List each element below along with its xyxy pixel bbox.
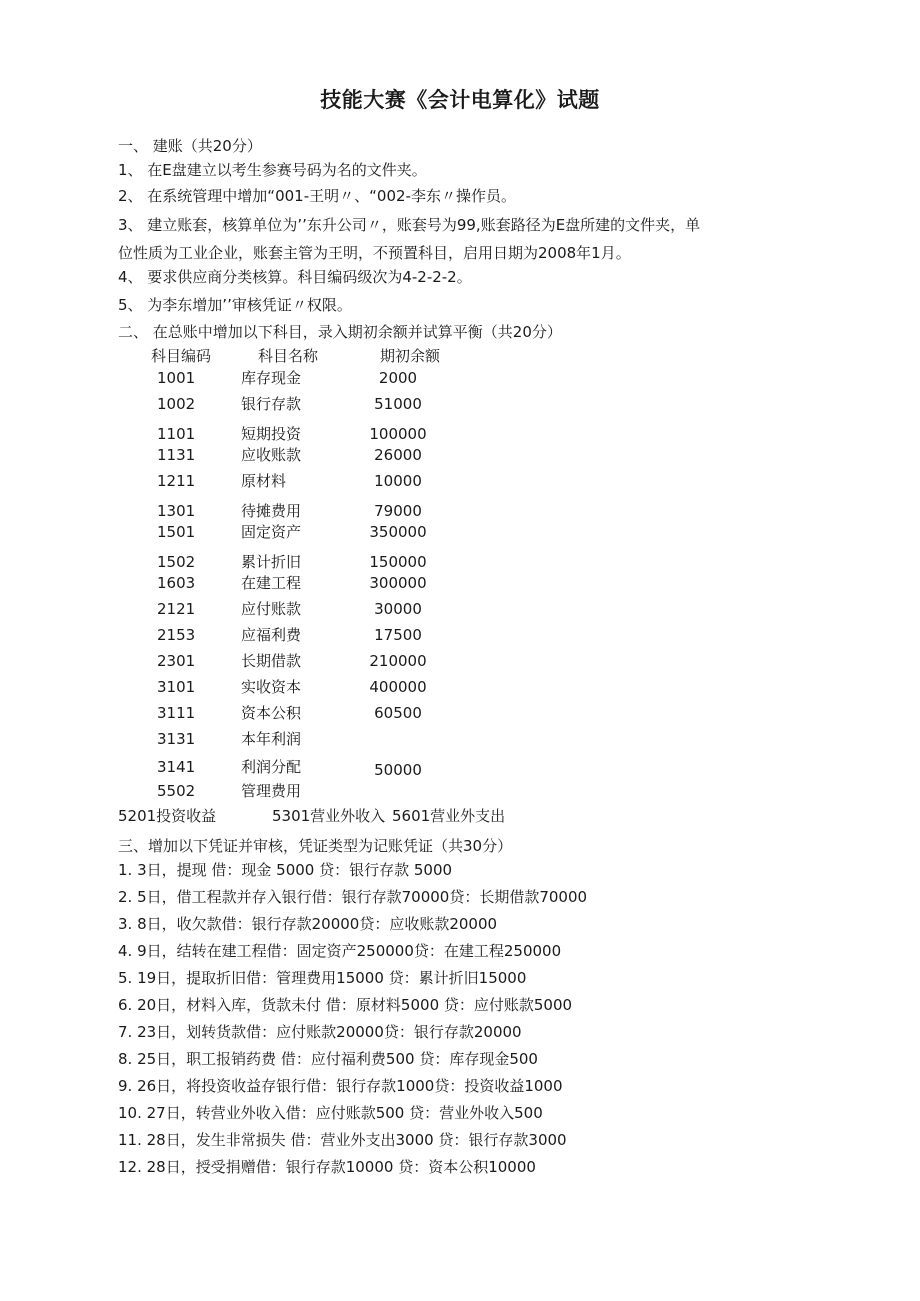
account-balance: 10000 xyxy=(374,472,422,490)
column-header-name: 科目名称 xyxy=(258,347,319,365)
voucher-item: 9. 26日，将投资收益存银行借：银行存款1000贷：投资收益1000 xyxy=(118,1077,563,1095)
account-code: 5502 xyxy=(157,782,196,800)
account-code: 1002 xyxy=(157,395,196,413)
voucher-item: 4. 9日，结转在建工程借：固定资产250000贷：在建工程250000 xyxy=(118,942,562,960)
voucher-item: 10. 27日，转营业外收入借：应付账款500 贷：营业外收入500 xyxy=(118,1104,543,1122)
account-name: 资本公积 xyxy=(241,704,302,722)
column-header-code: 科目编码 xyxy=(151,347,212,365)
account-name: 在建工程 xyxy=(241,574,302,592)
account-code: 3131 xyxy=(157,730,196,748)
section1-item: 4、 要求供应商分类核算。科目编码级次为4-2-2-2。 xyxy=(118,268,472,286)
account-name: 原材料 xyxy=(241,472,287,490)
account-balance: 150000 xyxy=(369,553,427,571)
extra-account: 5201投资收益 xyxy=(118,807,217,825)
account-code: 1131 xyxy=(157,446,196,464)
account-balance: 2000 xyxy=(378,369,418,387)
account-balance: 210000 xyxy=(369,652,427,670)
extra-account: 5301营业外收入 xyxy=(272,807,386,825)
section1-item-continued: 位性质为工业企业，账套主管为王明，不预置科目，启用日期为2008年1月。 xyxy=(118,244,631,262)
account-name: 累计折旧 xyxy=(241,553,302,571)
account-code: 1211 xyxy=(157,472,196,490)
account-name: 短期投资 xyxy=(241,425,302,443)
account-name: 待摊费用 xyxy=(241,502,302,520)
account-name: 固定资产 xyxy=(241,523,302,541)
account-code: 2301 xyxy=(157,652,196,670)
voucher-item: 1. 3日，提现 借：现金 5000 贷：银行存款 5000 xyxy=(118,861,453,879)
account-code: 3111 xyxy=(157,704,196,722)
section2-heading: 二、 在总账中增加以下科目，录入期初余额并试算平衡（共20分） xyxy=(118,323,562,341)
account-code: 1501 xyxy=(157,523,196,541)
account-name: 应福利费 xyxy=(241,626,302,644)
extra-account: 5601营业外支出 xyxy=(392,807,506,825)
voucher-item: 7. 23日，划转货款借：应付账款20000贷：银行存款20000 xyxy=(118,1023,522,1041)
account-balance: 400000 xyxy=(369,678,427,696)
account-code: 2121 xyxy=(157,600,196,618)
document-title: 技能大赛《会计电算化》试题 xyxy=(320,88,600,112)
account-code: 1603 xyxy=(157,574,196,592)
voucher-item: 8. 25日，职工报销药费 借：应付福利费500 贷：库存现金500 xyxy=(118,1050,538,1068)
account-name: 应收账款 xyxy=(241,446,302,464)
voucher-item: 2. 5日，借工程款并存入银行借：银行存款70000贷：长期借款70000 xyxy=(118,888,588,906)
account-name: 本年利润 xyxy=(241,730,302,748)
voucher-item: 12. 28日，授受捐赠借：银行存款10000 贷：资本公积10000 xyxy=(118,1158,536,1176)
voucher-item: 11. 28日，发生非常损失 借：营业外支出3000 贷：银行存款3000 xyxy=(118,1131,567,1149)
section1-heading: 一、 建账（共20分） xyxy=(118,137,262,155)
account-name: 应付账款 xyxy=(241,600,302,618)
account-balance: 60500 xyxy=(374,704,422,722)
account-balance: 100000 xyxy=(369,425,427,443)
account-name: 库存现金 xyxy=(241,369,302,387)
account-balance: 51000 xyxy=(374,395,422,413)
account-balance: 300000 xyxy=(369,574,427,592)
account-code: 2153 xyxy=(157,626,196,644)
voucher-item: 6. 20日，材料入库，货款未付 借：原材料5000 贷：应付账款5000 xyxy=(118,996,573,1014)
account-balance: 30000 xyxy=(374,600,422,618)
account-balance: 17500 xyxy=(374,626,422,644)
account-name: 长期借款 xyxy=(241,652,302,670)
column-header-balance: 期初余额 xyxy=(380,347,441,365)
account-balance: 79000 xyxy=(374,502,422,520)
account-balance: 26000 xyxy=(374,446,422,464)
account-name: 利润分配 xyxy=(241,758,302,776)
account-code: 1101 xyxy=(157,425,196,443)
voucher-item: 5. 19日，提取折旧借：管理费用15000 贷：累计折旧15000 xyxy=(118,969,527,987)
account-name: 银行存款 xyxy=(241,395,302,413)
account-name: 管理费用 xyxy=(241,782,302,800)
account-code: 1301 xyxy=(157,502,196,520)
account-balance: 50000 xyxy=(374,761,422,779)
account-code: 3141 xyxy=(157,758,196,776)
section1-item: 2、 在系统管理中增加“001-王明〃、“002-李东〃操作员。 xyxy=(118,187,516,205)
section3-heading: 三、增加以下凭证并审核，凭证类型为记账凭证（共30分） xyxy=(118,837,513,855)
section1-item: 1、 在E盘建立以考生参赛号码为名的文件夹。 xyxy=(118,161,427,179)
section1-item: 3、 建立账套，核算单位为’’东升公司〃，账套号为99,账套路径为E盘所建的文件夹，单 xyxy=(118,216,701,234)
voucher-item: 3. 8日，收欠款借：银行存款20000贷：应收账款20000 xyxy=(118,915,498,933)
account-code: 3101 xyxy=(157,678,196,696)
account-code: 1502 xyxy=(157,553,196,571)
account-balance: 350000 xyxy=(369,523,427,541)
account-name: 实收资本 xyxy=(241,678,302,696)
account-code: 1001 xyxy=(157,369,196,387)
section1-item: 5、 为李东增加’’审核凭证〃权限。 xyxy=(118,296,352,314)
